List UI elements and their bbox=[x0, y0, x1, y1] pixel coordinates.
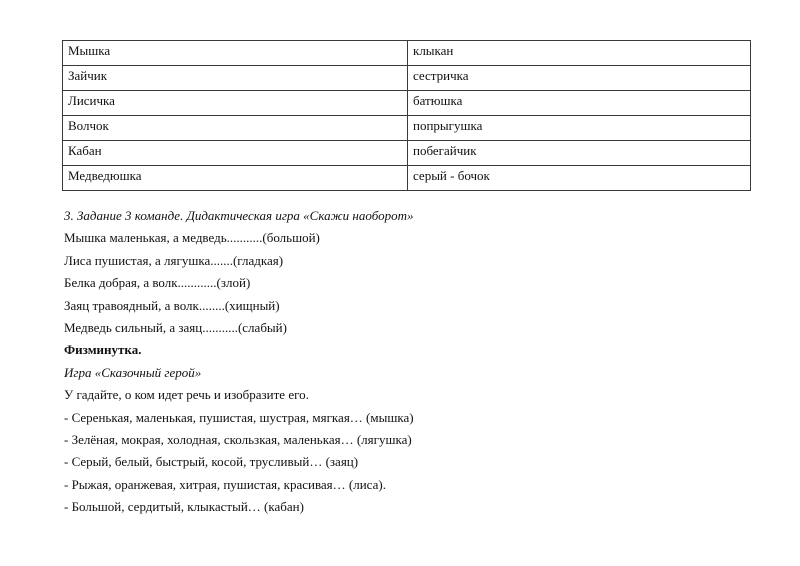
document-body bbox=[64, 205, 744, 518]
task3-heading: 3. Задание 3 команде. Дидактическая игра «Скажи наоборот» bbox=[64, 208, 414, 223]
fizminutka-heading: Физминутка. bbox=[64, 342, 142, 358]
table-row bbox=[63, 66, 751, 91]
table-cell-nickname: попрыгушка bbox=[408, 116, 751, 141]
table-cell-nickname: клыкан bbox=[408, 41, 751, 66]
riddle-line: - Серый, белый, быстрый, косой, трусливый… (заяц) bbox=[64, 454, 359, 470]
table-cell-animal: Мышка bbox=[63, 41, 408, 66]
table-row bbox=[63, 116, 751, 141]
table-cell-animal: Зайчик bbox=[63, 66, 408, 91]
table-cell-animal: Лисичка bbox=[63, 91, 408, 116]
table-cell-animal: Волчок bbox=[63, 116, 408, 141]
table-cell-nickname: сестричка bbox=[408, 66, 751, 91]
table-cell-nickname: серый - бочок bbox=[408, 166, 751, 191]
table-row bbox=[63, 41, 751, 66]
table-row bbox=[63, 166, 751, 191]
nickname-matching-table bbox=[62, 40, 751, 191]
riddle-line: - Зелёная, мокрая, холодная, скользкая, маленькая… (лягушка) bbox=[64, 431, 412, 447]
task3-line: Заяц травоядный, а волк........(хищный) bbox=[64, 297, 280, 313]
task3-line: Белка добрая, а волк............(злой) bbox=[64, 275, 251, 291]
table-cell-animal: Кабан bbox=[63, 141, 408, 166]
task3-line: Лиса пушистая, а лягушка.......(гладкая) bbox=[64, 252, 284, 268]
table-cell-animal: Медведюшка bbox=[63, 166, 408, 191]
riddle-line: - Большой, сердитый, клыкастый… (кабан) bbox=[64, 499, 304, 515]
table-row bbox=[63, 91, 751, 116]
game-title: Игра «Сказочный герой» bbox=[64, 364, 202, 380]
task3-line: Мышка маленькая, а медведь...........(большой) bbox=[64, 230, 320, 246]
game-instruction: У гадайте, о ком идет речь и изобразите его. bbox=[64, 387, 309, 403]
riddle-line: - Серенькая, маленькая, пушистая, шустрая, мягкая… (мышка) bbox=[64, 409, 414, 425]
task3-line: Медведь сильный, а заяц...........(слабый) bbox=[64, 319, 287, 335]
table-cell-nickname: побегайчик bbox=[408, 141, 751, 166]
riddle-line: - Рыжая, оранжевая, хитрая, пушистая, красивая… (лиса). bbox=[64, 476, 386, 492]
table-cell-nickname: батюшка bbox=[408, 91, 751, 116]
table-row bbox=[63, 141, 751, 166]
